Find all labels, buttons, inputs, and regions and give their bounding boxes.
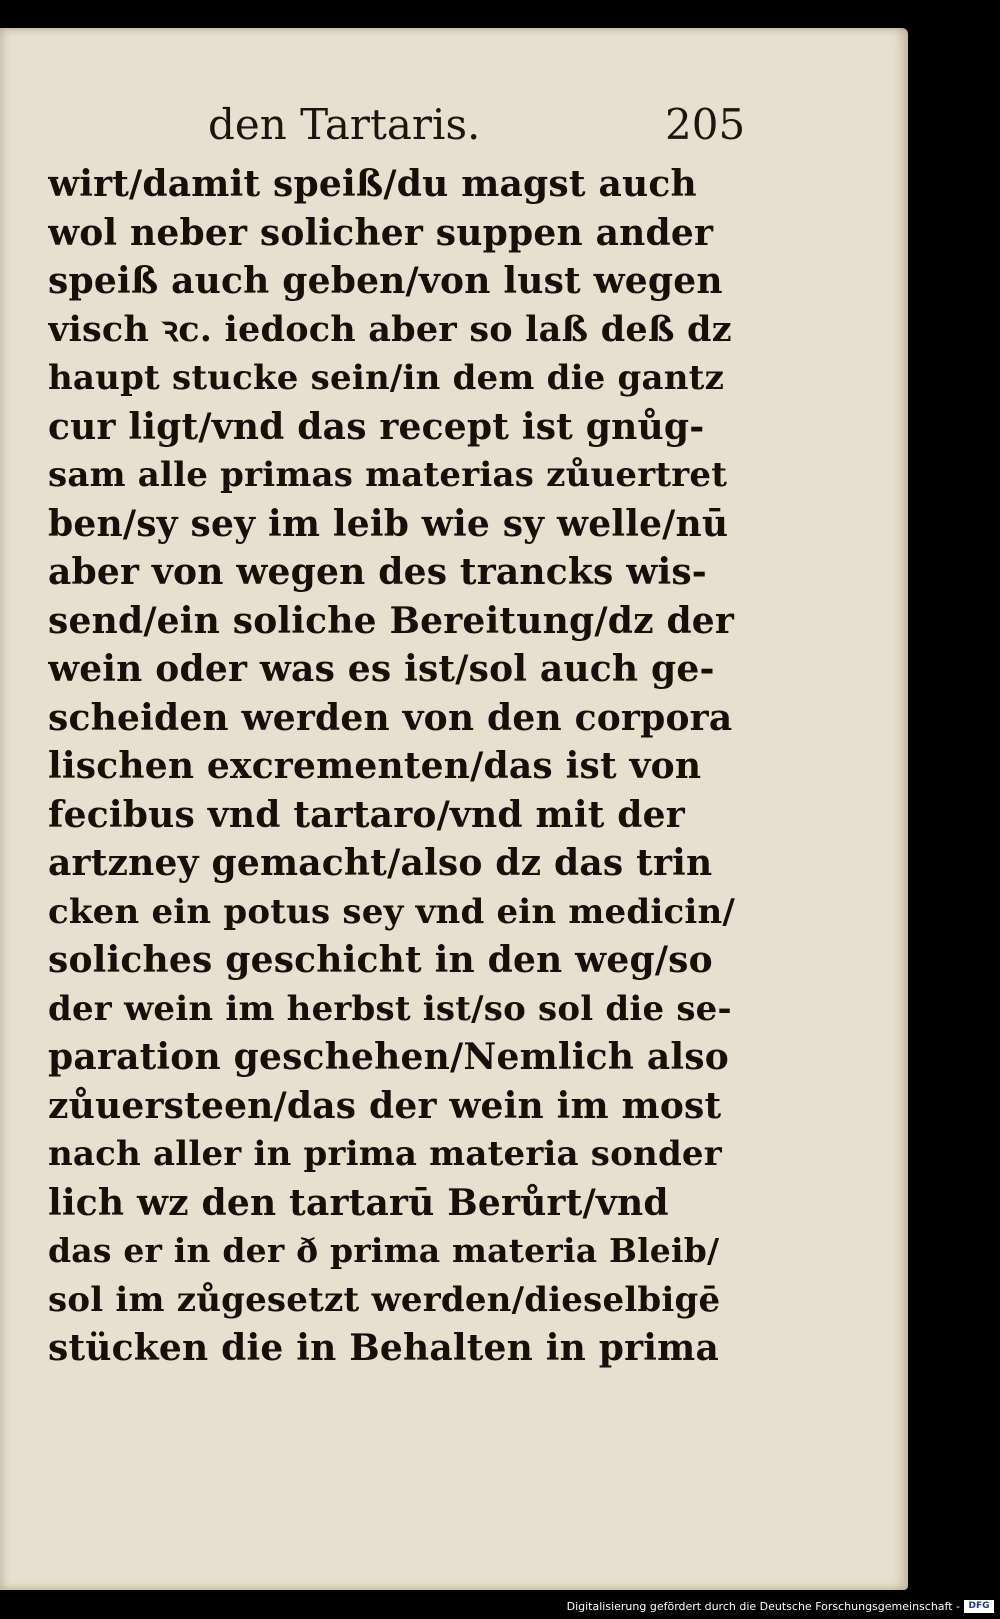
text-line: das er in der ð prima materia Bleib/ bbox=[48, 1231, 720, 1270]
text-line: wol neber solicher suppen ander bbox=[48, 211, 714, 254]
text-line: cken ein potus sey vnd ein medicin/ bbox=[48, 891, 736, 932]
text-line: stücken die in Behalten in prima bbox=[48, 1327, 719, 1369]
text-line: wirt/damit speiß/du magst auch bbox=[48, 163, 697, 205]
text-line: ben/sy sey im leib wie sy welle/nū bbox=[48, 502, 729, 545]
funding-credit: Digitalisierung gefördert durch die Deutsche Forschungsgemeinschaft - bbox=[566, 1600, 960, 1613]
text-line: send/ein soliche Bereitung/dz der bbox=[48, 599, 735, 642]
text-line: zůuersteen/das der wein im most bbox=[48, 1084, 722, 1127]
text-line: lich wz den tartarū Berůrt/vnd bbox=[48, 1181, 669, 1224]
text-line: soliches geschicht in den weg/so bbox=[48, 939, 713, 981]
body-text bbox=[48, 160, 738, 1373]
page-number: 205 bbox=[665, 100, 746, 149]
text-line: paration geschehen/Nemlich also bbox=[48, 1036, 729, 1078]
text-line: der wein im herbst ist/so sol die se- bbox=[48, 988, 732, 1029]
text-line: lischen excrementen/das ist von bbox=[48, 745, 702, 787]
text-line: aber von wegen des trancks wis- bbox=[48, 551, 707, 593]
book-page bbox=[0, 28, 908, 1590]
text-line: sol im zůgesetzt werden/dieselbigē bbox=[48, 1279, 721, 1320]
text-line: fecibus vnd tartaro/vnd mit der bbox=[48, 793, 685, 836]
text-line: artzney gemacht/also dz das trin bbox=[48, 842, 713, 884]
text-line: wein oder was es ist/sol auch ge- bbox=[48, 648, 715, 690]
text-line: visch ꝛc. iedoch aber so laß deß dz bbox=[48, 308, 732, 350]
text-line: cur ligt/vnd das recept ist gnůg- bbox=[48, 405, 705, 448]
page-header bbox=[0, 100, 908, 160]
running-head: den Tartaris. bbox=[208, 100, 481, 149]
text-line: nach aller in prima materia sonder bbox=[48, 1134, 722, 1174]
digitization-footer bbox=[0, 1595, 1000, 1619]
text-line: haupt stucke sein/in dem die gantz bbox=[48, 358, 725, 398]
text-line: sam alle primas materias zůuertret bbox=[48, 455, 728, 495]
dfg-logo: DFG bbox=[964, 1600, 994, 1613]
text-line: speiß auch geben/von lust wegen bbox=[48, 260, 723, 302]
text-line: scheiden werden von den corpora bbox=[48, 696, 733, 739]
